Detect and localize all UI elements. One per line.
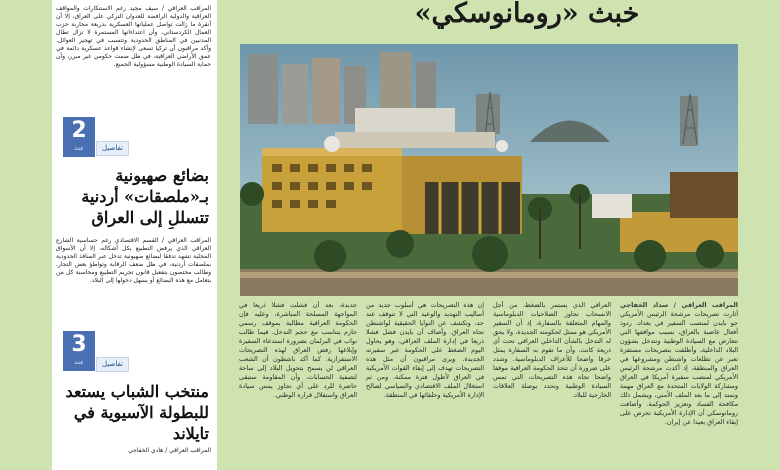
main-article bbox=[217, 0, 780, 470]
article-column-1 bbox=[620, 301, 738, 470]
article-column-3 bbox=[366, 301, 484, 470]
article-photo bbox=[240, 44, 738, 296]
article-column-4-text: جديدة، بعد أن فشلت فشلا ذريعا في المواجهة المسلحة المباشرة، وعليه فإن الحكومة العراقية مطالبة بموقف رسمي حازم يتناسب مع حجم التدخل، فيما طالب نواب في البرلمان بضرورة استدعاء السفيرة وإبلاغها رفض العراق لهذه التصريحات الاستفزازية. كما أكد ناشطون أن الشعب العراقي لن يسمح بتحويل البلاد إلى ساحة لتصفية الحسابات، وأن المقاومة ستبقى حاضرة للرد على أي تجاوز يمس سيادة العراق واستقلال قراره الوطني. bbox=[239, 301, 357, 399]
brief-2-number-badge bbox=[63, 117, 95, 157]
brief-3-details-link[interactable]: تفاصيل bbox=[96, 357, 129, 372]
article-headline: خبث «رومانوسكي» bbox=[414, 0, 640, 29]
article-column-2-text: العراقي الذي يستمر بالضغط، من أجل الانسحاب تجاوز الصلاحيات الدبلوماسية والمهام المتعلقة بالسفارة، إذ أن السفير الأمريكي هو ممثل لحكومته الجديدة، ولا يحق له التدخل بالشأن الداخلي العراقي تحت أي ذريعة كانت، وأن ما تقوم به السفارة يمثل خرقا واضحا للأعراف الدبلوماسية. وشدد على ضرورة أن تتخذ الحكومة العراقية موقفا واضحا تجاه هذه التصريحات التي تمس السيادة الوطنية وتحدد بوصلة العلاقات الخارجية للبلاد. bbox=[493, 301, 611, 399]
brief-3-number: 3 bbox=[71, 332, 87, 357]
brief-3-number-label: عدد bbox=[74, 359, 84, 366]
embassy-building-image bbox=[240, 44, 738, 296]
brief-3-marker bbox=[52, 331, 217, 375]
article-column-3-text: إن هذه التصريحات هي أسلوب جديد من أساليب التهديد والوعيد التي لا تتوقف عند حد، وتكشف عن النوايا الحقيقية لواشنطن تجاه العراق. وأضاف أن بايدن فشل فشلا ذريعا في إدارة الملف العراقي، وهو يحاول اليوم الضغط على الحكومة عبر سفيرته الجديدة. ويرى مراقبون أن مثل هذه التصريحات تهدف إلى إبقاء القوات الأمريكية في العراق لأطول فترة ممكنة، ومن ثم استغلال الملف الاقتصادي والسياسي لصالح الإدارة الأمريكية وحلفائها في المنطقة. bbox=[366, 301, 484, 399]
brief-2-number-label: عدد bbox=[74, 145, 84, 152]
brief-2-details-link[interactable]: تفاصيل bbox=[96, 141, 129, 156]
brief-3-number-badge bbox=[63, 331, 95, 371]
brief-2-headline[interactable]: بضائع صهيونية بـ«ملصقات» أردنية تتسلل إلى العراق bbox=[81, 166, 209, 227]
brief-2-marker bbox=[52, 115, 217, 159]
left-margin-strip bbox=[0, 0, 52, 470]
brief-2-text: المراقب العراقي / القسم الاقتصادي رغم حساسية الشارع العراقي الذي يرفض التطبيع بكل أشكاله، إلا أن الأسواق المحلية تشهد تدفقا لبضائع صهيونية تدخل عبر المنافذ الحدودية بملصقات أردنية، في ظل ضعف الرقابة وتواطؤ بعض التجار. وطالب مختصون بتفعيل قانون تجريم التطبيع ومحاسبة كل من يتعامل مع هذه البضائع أو يسهل دخولها إلى البلاد. bbox=[56, 237, 211, 284]
brief-3-text: المراقب العراقي / هادي الخفاجي bbox=[128, 447, 211, 454]
article-column-4 bbox=[239, 301, 357, 470]
article-body-columns bbox=[240, 301, 738, 470]
article-column-2 bbox=[493, 301, 611, 470]
article-byline: المراقب العراقي / سداد الخفاجي bbox=[620, 301, 738, 309]
brief-2-number: 2 bbox=[71, 118, 87, 143]
sidebar-briefs bbox=[52, 0, 217, 470]
article-column-1-text: أثارت تصريحات مرشحة الرئيس الأمريكي جو بايدن لمنصب السفير في بغداد، ردود أفعال غاضبة بالعراق، بسبب مواقفها التي تتعارض مع السيادة الوطنية وتتدخل بشؤون البلاد الداخلية، وأطلقت بتصريحات مستفزة تعبر عن تطلعات واشنطن ومشروعها في العراق والمنطقة، إذ أكدت مرشحة الرئيس الأمريكي لمنصب سفيرة أمريكا في العراق ومشاركة الولايات المتحدة مع العراق مهمة وتمتد إلى ما بعد الملف الأمني، ويشمل ذلك مكافحة الفساد وتعزيز الحوكمة. وأضافت رومانوسكي أن الإدارة الأمريكية تحرص على إبقاء العراق بعيدا عن إيران. bbox=[620, 310, 738, 426]
sidebar-top-text: المراقب العراقي / سيف مجيد رغم الاستنكارات والمواقف العراقية والدولية الرافضة للعدوان التركي على العراق، إلا أن أنقرة ما زالت تواصل عملياتها العسكرية بذريعة محاربة حزب العمال الكردستاني، وأن اعتداءاتها المستمرة لا تزال تطال المدنيين في المناطق الحدودية وتتسبب في تهجير العوائل. وأكد مراقبون أن تركيا تسعى لإنشاء قواعد عسكرية دائمة في عمق الأراضي العراقية، في ظل صمت حكومي غير مبرر، وأن حماية السيادة الوطنية مسؤولية الجميع. bbox=[56, 5, 211, 68]
brief-3-headline[interactable]: منتخب الشباب يستعد للبطولة الآسيوية في تايلاند bbox=[65, 382, 209, 443]
